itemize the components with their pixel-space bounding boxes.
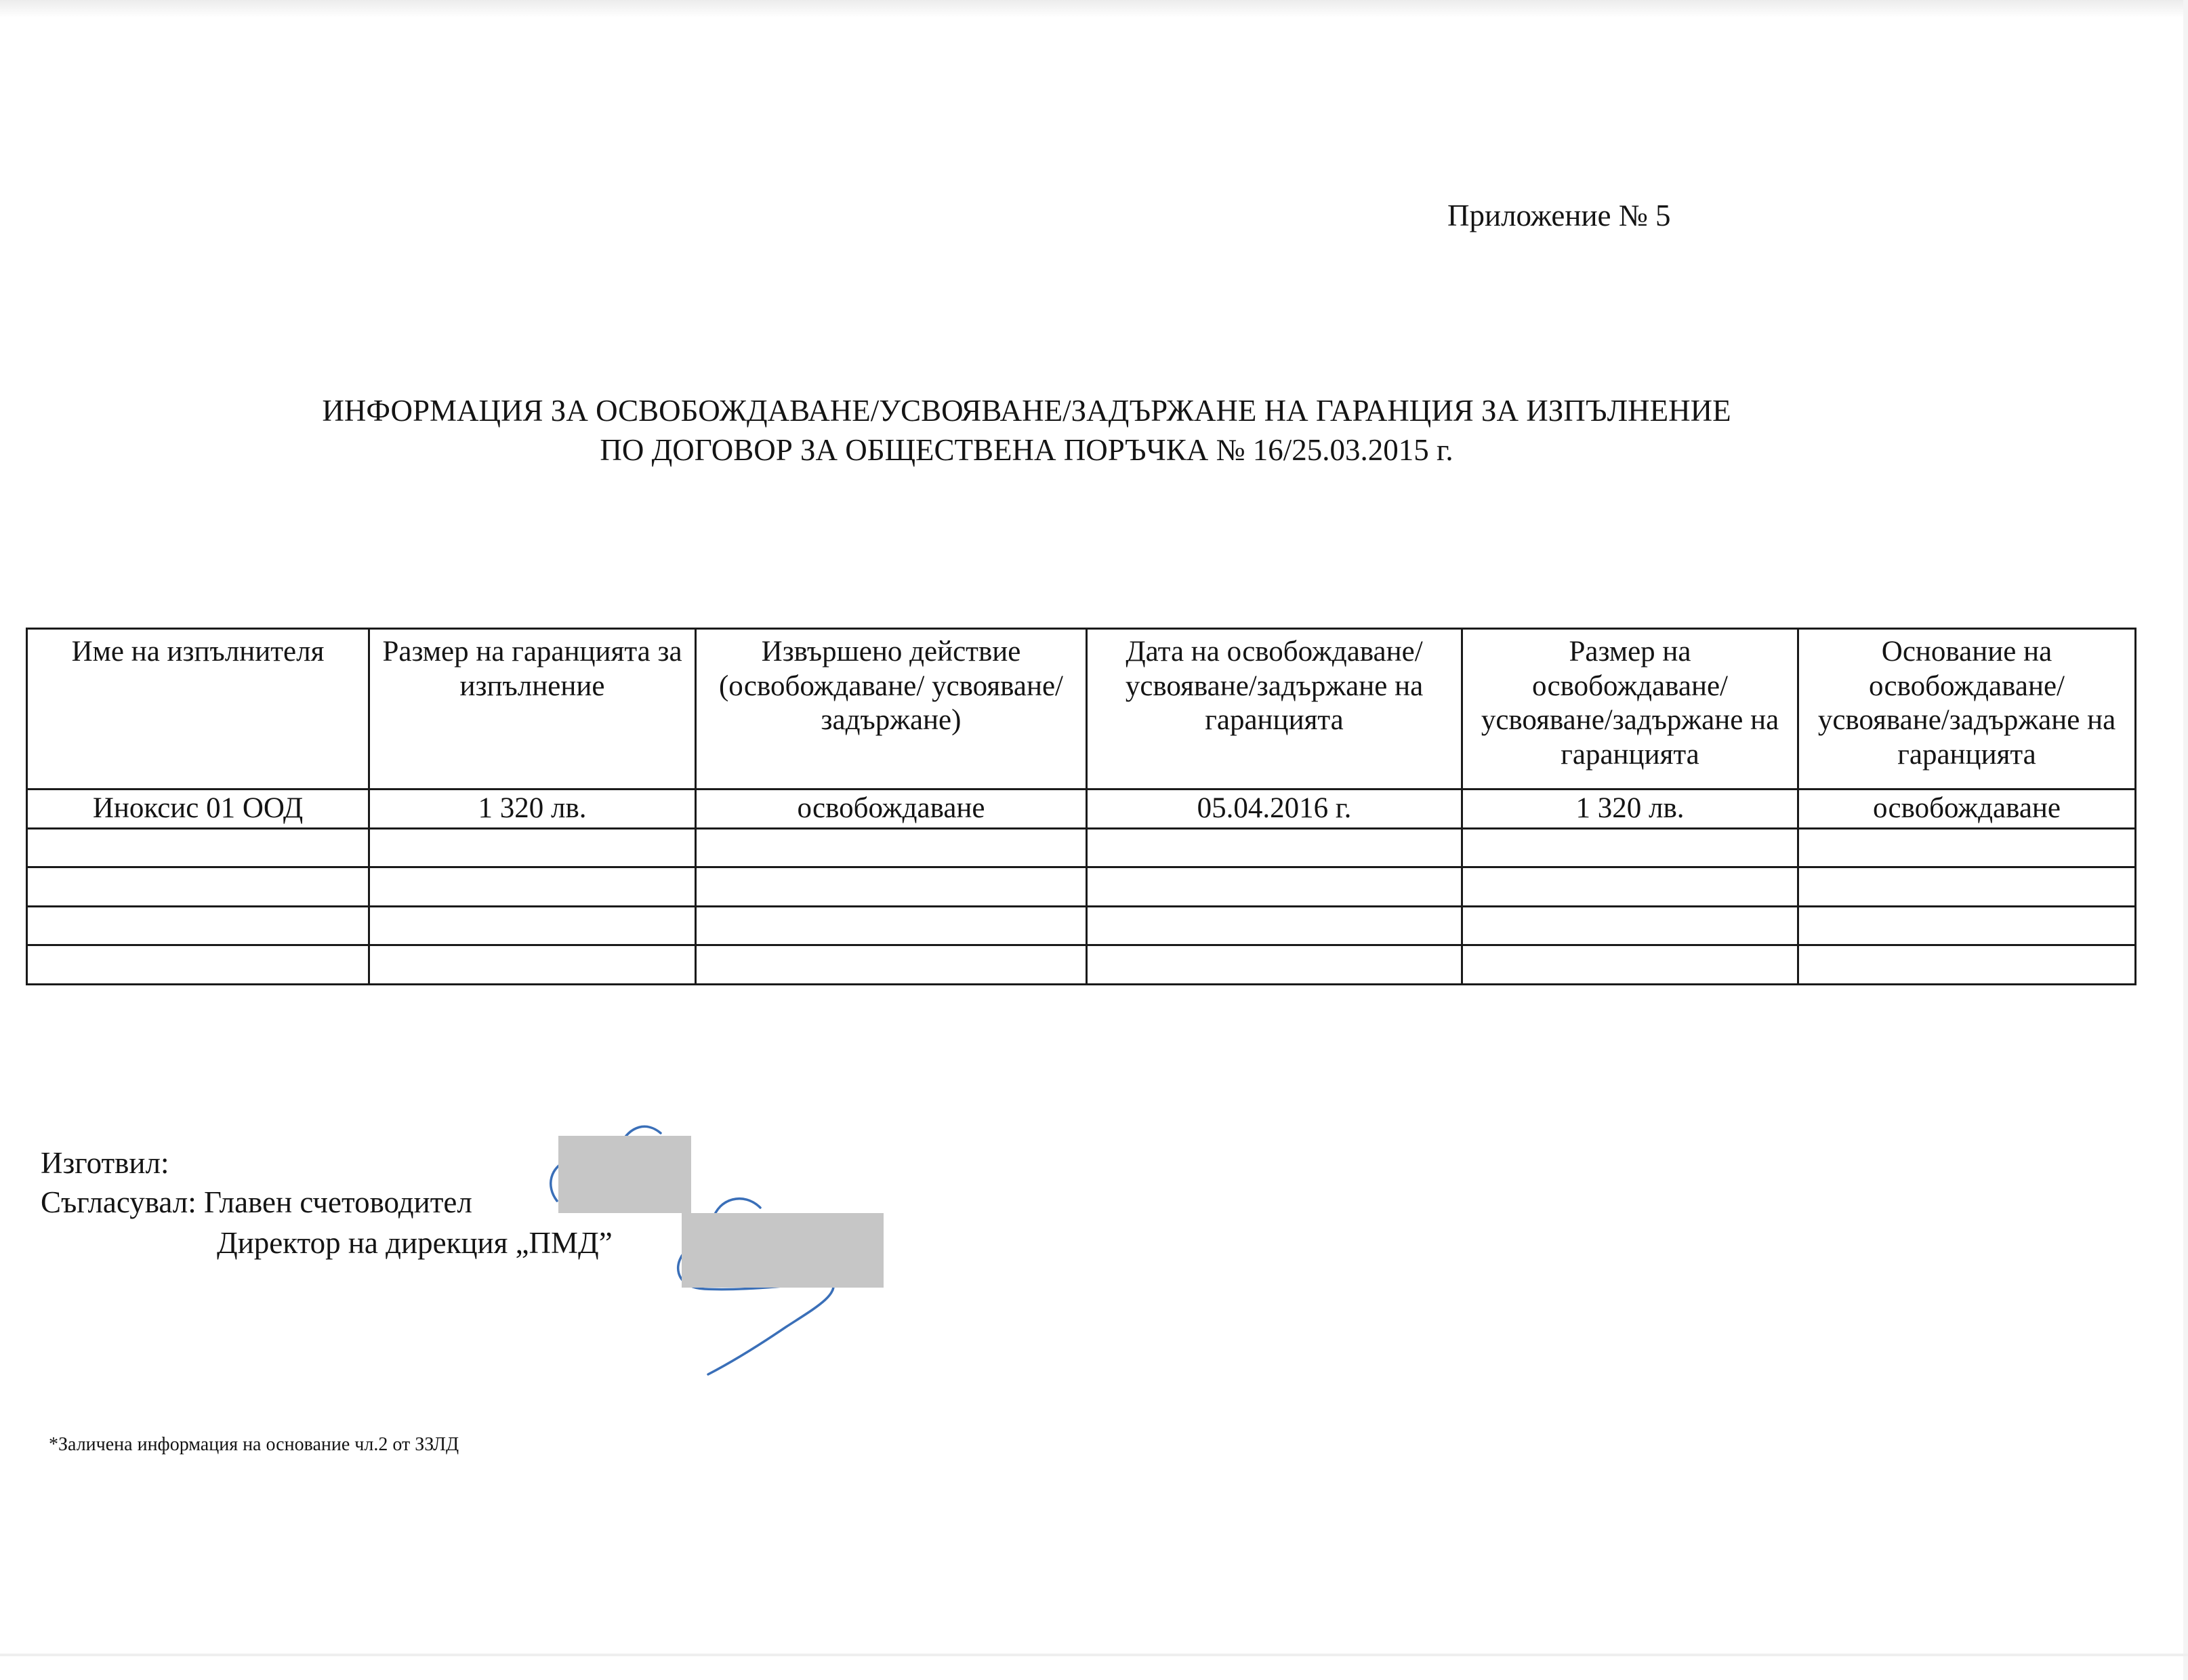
empty-cell <box>1087 945 1462 985</box>
empty-cell <box>696 828 1087 867</box>
header-action-date: Дата на освобождаване/ усвояване/задържане на гаранцията <box>1087 629 1462 790</box>
redaction-box <box>682 1213 884 1288</box>
document-title-line-2: ПО ДОГОВОР ЗА ОБЩЕСТВЕНА ПОРЪЧКА № 16/25.03.2015 г. <box>600 433 1453 467</box>
header-guarantee-amount: Размер на гаранцията за изпълнение <box>369 629 696 790</box>
empty-cell <box>1798 945 2136 985</box>
table-row-empty <box>27 867 2136 907</box>
empty-cell <box>696 906 1087 945</box>
header-action-performed: Извършено действие (освобождаване/ усвояване/задържане) <box>696 629 1087 790</box>
table-row-empty <box>27 945 2136 985</box>
guarantee-table <box>26 628 2137 985</box>
table-row-empty <box>27 828 2136 867</box>
empty-cell <box>696 945 1087 985</box>
footnote: *Заличена информация на основание чл.2 от ЗЗЛД <box>49 1434 459 1455</box>
table-row-empty <box>27 906 2136 945</box>
empty-cell <box>369 828 696 867</box>
empty-cell <box>1798 828 2136 867</box>
agreed-by-chief-accountant-label: Съгласувал: Главен счетоводител <box>41 1185 472 1219</box>
empty-cell <box>369 867 696 907</box>
cell-contractor-name: Иноксис 01 ООД <box>27 790 369 829</box>
prepared-by-label: Изготвил: <box>41 1146 169 1180</box>
document-title-line-1: ИНФОРМАЦИЯ ЗА ОСВОБОЖДАВАНЕ/УСВОЯВАНЕ/ЗАДЪРЖАНЕ НА ГАРАНЦИЯ ЗА ИЗПЪЛНЕНИЕ <box>322 394 1731 428</box>
cell-action-basis: освобождаване <box>1798 790 2136 829</box>
empty-cell <box>369 906 696 945</box>
director-label: Директор на дирекция „ПМД” <box>217 1226 613 1260</box>
empty-cell <box>1087 867 1462 907</box>
scan-right-edge <box>2183 0 2188 1680</box>
empty-cell <box>27 867 369 907</box>
empty-cell <box>1087 906 1462 945</box>
header-contractor-name: Име на изпълнителя <box>27 629 369 790</box>
empty-cell <box>1462 906 1798 945</box>
empty-cell <box>1798 867 2136 907</box>
empty-cell <box>27 945 369 985</box>
header-action-basis: Основание на освобождаване/ усвояване/задържане на гаранцията <box>1798 629 2136 790</box>
redaction-box <box>558 1136 691 1213</box>
empty-cell <box>27 906 369 945</box>
empty-cell <box>1798 906 2136 945</box>
empty-cell <box>369 945 696 985</box>
empty-cell <box>27 828 369 867</box>
table-header-row <box>27 629 2136 790</box>
empty-cell <box>1087 828 1462 867</box>
empty-cell <box>1462 945 1798 985</box>
empty-cell <box>1462 828 1798 867</box>
header-released-amount: Размер на освобождаване/ усвояване/задържане на гаранцията <box>1462 629 1798 790</box>
cell-action-performed: освобождаване <box>696 790 1087 829</box>
scan-bottom-edge <box>0 1654 2188 1656</box>
annex-label: Приложение № 5 <box>1447 199 1671 232</box>
table-row <box>27 790 2136 829</box>
cell-action-date: 05.04.2016 г. <box>1087 790 1462 829</box>
cell-released-amount: 1 320 лв. <box>1462 790 1798 829</box>
scan-top-edge <box>0 0 2188 18</box>
empty-cell <box>1462 867 1798 907</box>
empty-cell <box>696 867 1087 907</box>
cell-guarantee-amount: 1 320 лв. <box>369 790 696 829</box>
